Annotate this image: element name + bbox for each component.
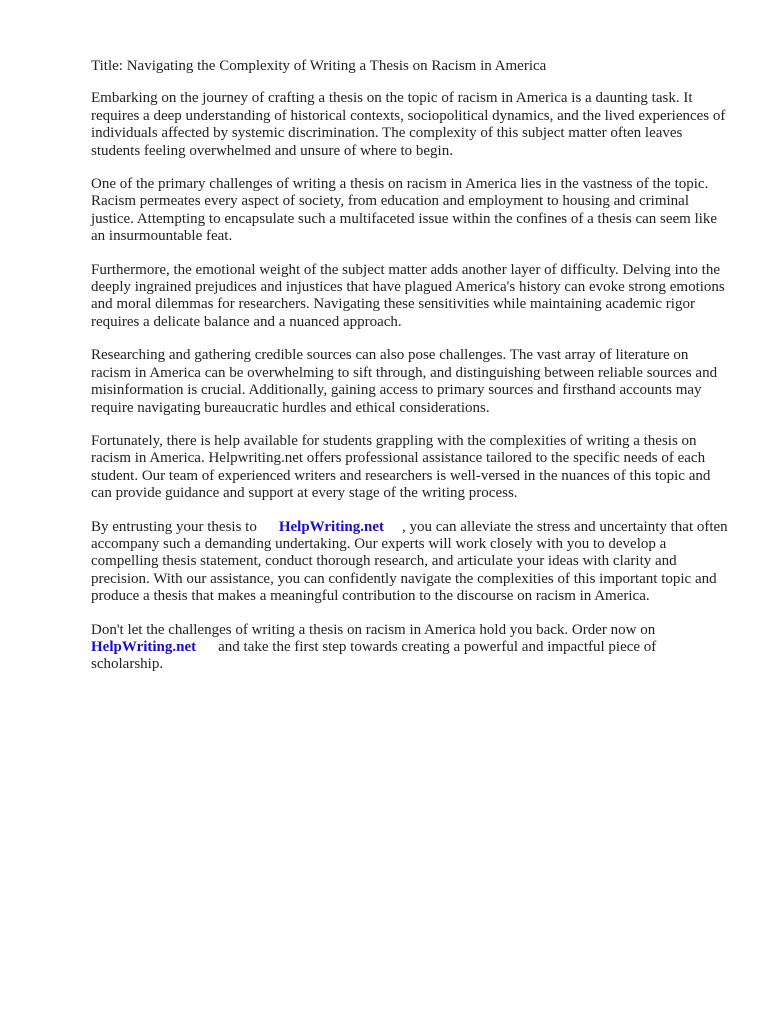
helpwriting-link-2[interactable]: HelpWriting.net bbox=[91, 638, 197, 655]
paragraph-entrusting-lead: By entrusting your thesis to bbox=[91, 518, 257, 535]
helpwriting-link-1[interactable]: HelpWriting.net bbox=[278, 518, 384, 535]
paragraph-help-available: Fortunately, there is help available for students grappling with the complexities of writing a thesis on racism in America. Helpwriting.net offers professional assistance tailored to the specific needs of each student. Our team of experienced writers and researchers is well-versed in the nuances of this topic and can provide guidance and support at every stage of the writing process. bbox=[91, 432, 711, 502]
paragraph-call-to-action bbox=[91, 622, 731, 674]
paragraph-entrusting bbox=[91, 519, 731, 606]
paragraph-intro: Embarking on the journey of crafting a thesis on the topic of racism in America is a daunting task. It requires a deep understanding of historical contexts, sociopolitical dynamics, and the lived experiences of individuals affected by systemic discrimination. The complexity of this subject matter often leaves students feeling overwhelmed and unsure of where to begin. bbox=[91, 90, 726, 159]
paragraph-entrusting-rest: , you can alleviate the stress and uncertainty that often accompany such a demanding undertaking. Our experts will work closely with you to develop a compelling thesis statement, conduct thorough research, and articulate your ideas with clarity and precision. With our assistance, you can confidently navigate the complexities of this important topic and produce a thesis that makes a meaningful contribution to the discourse on racism in America. bbox=[91, 518, 728, 605]
paragraph-challenges: One of the primary challenges of writing a thesis on racism in America lies in the vastness of the topic. Racism permeates every aspect of society, from education and employment to housing and criminal justice. Attempting to encapsulate such a multifaceted issue within the confines of a thesis can seem like an insurmountable feat. bbox=[91, 176, 718, 245]
paragraph-sources: Researching and gathering credible sources can also pose challenges. The vast array of literature on racism in America can be overwhelming to sift through, and distinguishing between reliable sources and misinformation is crucial. Additionally, gaining access to primary sources and firsthand accounts may require navigating bureaucratic hurdles and ethical considerations. bbox=[91, 347, 718, 416]
paragraph-emotional-weight: Furthermore, the emotional weight of the subject matter adds another layer of difficulty. Delving into the deeply ingrained prejudices and injustices that have plagued America's history can evoke strong emotions and moral dilemmas for researchers. Navigating these sensitivities while maintaining academic rigor requires a delicate balance and a nuanced approach. bbox=[91, 261, 725, 330]
document-body bbox=[91, 58, 731, 690]
paragraph-cta-rest: and take the first step towards creating a powerful and impactful piece of scholarship. bbox=[91, 638, 657, 673]
paragraph-cta-lead: Don't let the challenges of writing a thesis on racism in America hold you back. Order now on bbox=[91, 621, 656, 638]
document-title: Title: Navigating the Complexity of Writing a Thesis on Racism in America bbox=[91, 58, 547, 74]
